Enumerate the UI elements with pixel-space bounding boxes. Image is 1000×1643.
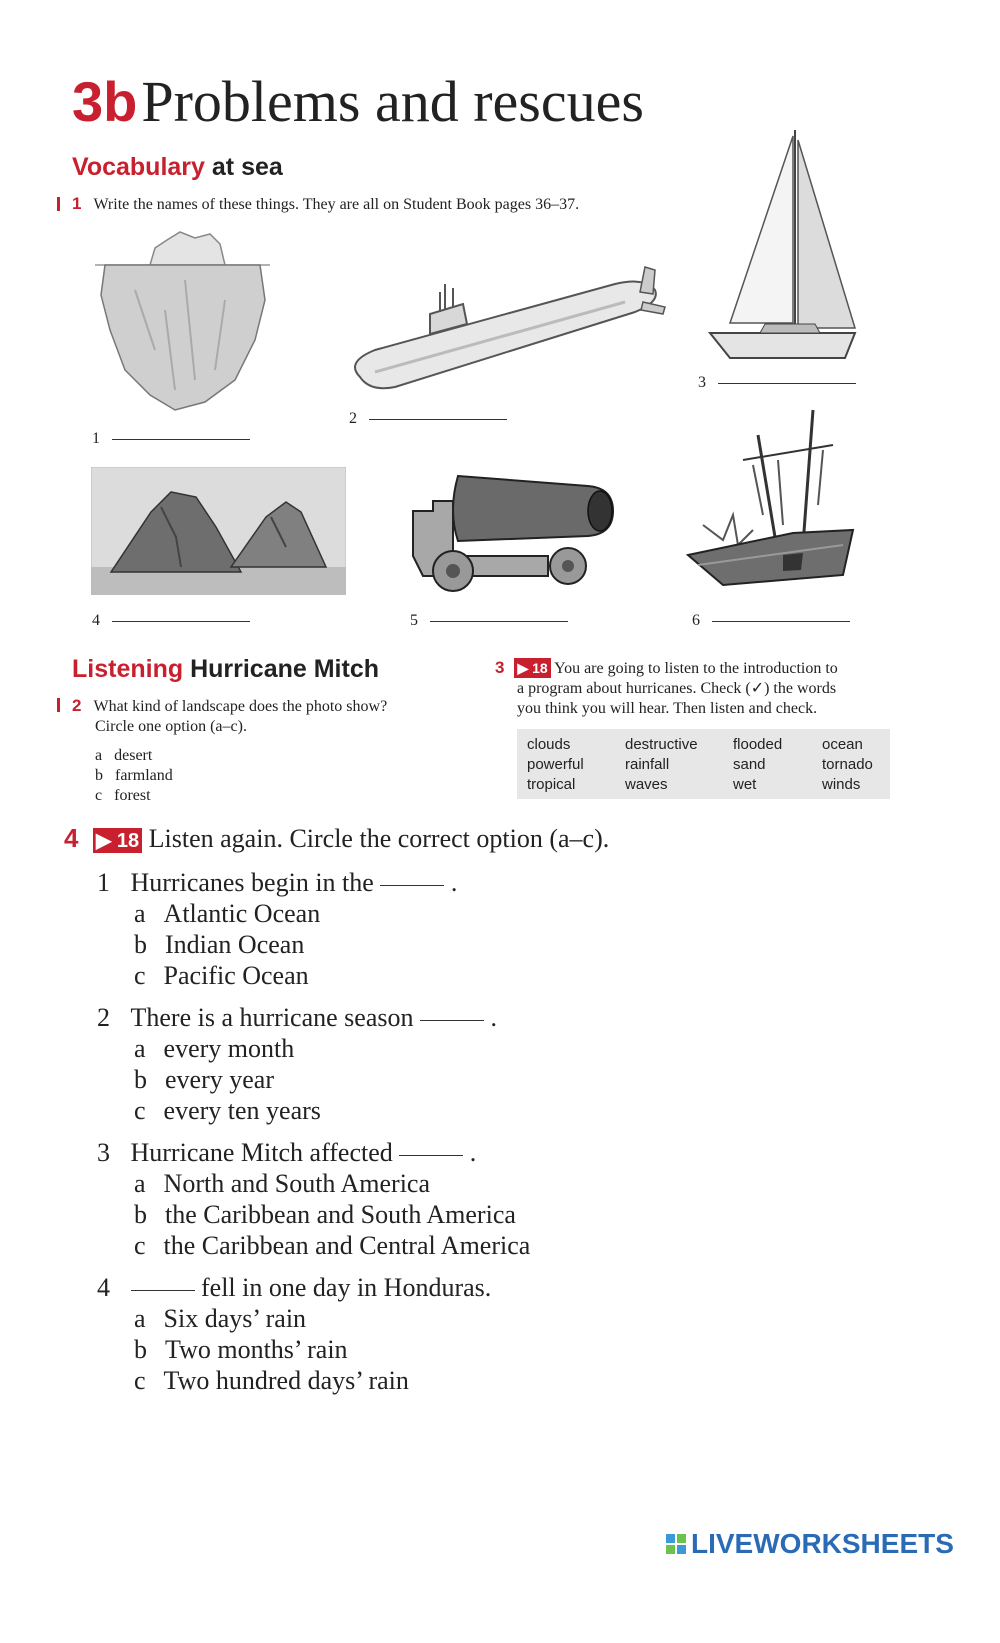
answer-line-5[interactable] — [430, 620, 568, 622]
word[interactable]: clouds — [527, 736, 571, 753]
exercise-4-instruction: 4 ▶ 18 Listen again. Circle the correct option (a–c). — [64, 823, 610, 853]
option[interactable]: c forest — [95, 787, 151, 804]
option[interactable]: a Atlantic Ocean — [134, 899, 321, 928]
unit-title: Problems and rescues — [141, 69, 644, 134]
word[interactable]: waves — [625, 776, 668, 793]
brand-footer[interactable] — [665, 1528, 954, 1560]
option[interactable]: b Two months’ rain — [134, 1335, 348, 1364]
liveworksheets-logo-icon — [665, 1533, 687, 1555]
option[interactable]: c every ten years — [134, 1096, 321, 1125]
sailboat-icon — [705, 128, 860, 363]
unit-number: 3b — [72, 70, 138, 133]
question-2: 2 There is a hurricane season . — [97, 1003, 497, 1032]
question-3: 3 Hurricane Mitch affected . — [97, 1138, 477, 1167]
answer-line-2[interactable] — [369, 418, 507, 420]
question-1-options — [134, 898, 320, 991]
shipwreck-icon — [683, 405, 863, 595]
word[interactable]: rainfall — [625, 756, 670, 773]
word[interactable]: winds — [822, 776, 861, 793]
option[interactable]: a North and South America — [134, 1169, 430, 1198]
exercise-2: 2 What kind of landscape does the photo show? Circle one option (a–c). — [72, 696, 388, 735]
vocabulary-heading: Vocabulary at sea — [72, 153, 283, 181]
option[interactable]: a Six days’ rain — [134, 1304, 307, 1333]
option[interactable]: c Pacific Ocean — [134, 961, 309, 990]
word-box — [517, 729, 890, 799]
option[interactable]: c the Caribbean and Central America — [134, 1231, 531, 1260]
brand-name: LIVEWORKSHEETS — [691, 1528, 954, 1559]
answer-blank[interactable] — [420, 1019, 484, 1021]
answer-blank[interactable] — [399, 1154, 463, 1156]
answer-line-4[interactable] — [112, 620, 250, 622]
answer-blank[interactable] — [380, 884, 444, 886]
submarine-icon — [345, 262, 675, 402]
exercise-marker — [57, 197, 60, 211]
cannon-icon — [408, 456, 623, 596]
question-4: 4 fell in one day in Honduras. — [97, 1273, 492, 1302]
audio-track-badge[interactable]: ▶ 18 — [514, 658, 550, 678]
option[interactable]: a every month — [134, 1034, 295, 1063]
exercise-3: 3 ▶ 18 You are going to listen to the introduction to a program about hurricanes. Check (✓) the words you think you will hear. Then listen and check. — [495, 658, 838, 717]
answer-line-6[interactable] — [712, 620, 850, 622]
exercise-2-options — [95, 746, 173, 806]
vocab-item-3: 3 — [698, 374, 856, 392]
word[interactable]: flooded — [733, 736, 783, 753]
word[interactable]: wet — [733, 776, 757, 793]
word[interactable]: sand — [733, 756, 766, 773]
vocab-item-5: 5 — [410, 612, 568, 630]
vocab-item-2: 2 — [349, 410, 507, 428]
vocab-item-1: 1 — [92, 430, 250, 448]
option[interactable]: c Two hundred days’ rain — [134, 1366, 409, 1395]
vocab-item-4: 4 — [92, 612, 250, 630]
word[interactable]: tornado — [822, 756, 873, 773]
answer-blank[interactable] — [131, 1289, 195, 1291]
island-icon — [91, 467, 346, 595]
option[interactable]: b every year — [134, 1065, 274, 1094]
listening-heading: Listening Hurricane Mitch — [72, 655, 379, 683]
exercise-marker — [57, 698, 60, 712]
question-1: 1 Hurricanes begin in the . — [97, 868, 458, 897]
answer-line-3[interactable] — [718, 382, 856, 384]
exercise-1-instruction: 1 Write the names of these things. They are all on Student Book pages 36–37. — [72, 194, 580, 213]
option[interactable]: a desert — [95, 747, 153, 764]
page-title — [72, 68, 644, 135]
word[interactable]: tropical — [527, 776, 576, 793]
word[interactable]: destructive — [625, 736, 698, 753]
option[interactable]: b the Caribbean and South America — [134, 1200, 516, 1229]
question-2-options — [134, 1033, 321, 1126]
word[interactable]: powerful — [527, 756, 584, 773]
word[interactable]: ocean — [822, 736, 863, 753]
question-4-options — [134, 1303, 409, 1396]
answer-line-1[interactable] — [112, 438, 250, 440]
option[interactable]: b Indian Ocean — [134, 930, 305, 959]
audio-track-badge[interactable]: ▶ 18 — [93, 828, 142, 853]
question-3-options — [134, 1168, 530, 1261]
vocab-item-6: 6 — [692, 612, 850, 630]
option[interactable]: b farmland — [95, 767, 173, 784]
iceberg-icon — [95, 230, 270, 415]
